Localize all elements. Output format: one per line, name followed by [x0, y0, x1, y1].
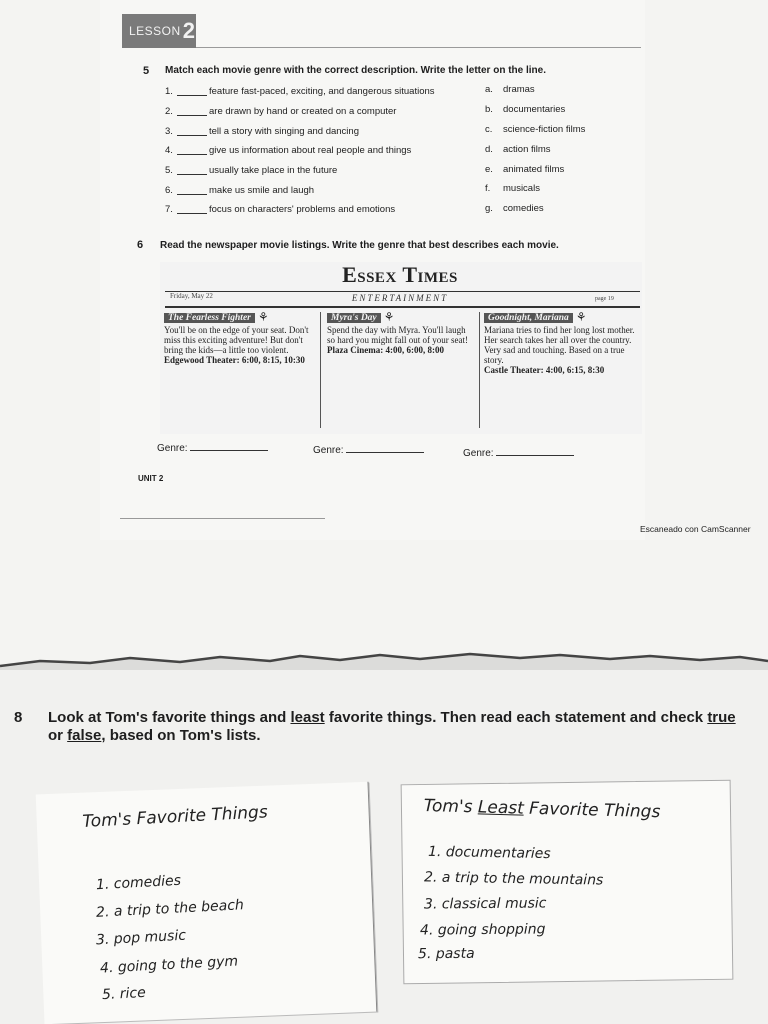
title-text: Tom's: [423, 796, 479, 818]
option-letter: d.: [485, 143, 493, 155]
instruction-text: favorite things. Then read each statement and check: [324, 709, 708, 726]
movie-description: You'll be on the edge of your seat. Don't miss this exciting adventure! But don't bring the kids—a little too violent.: [164, 325, 309, 355]
newspaper-rule: [165, 306, 640, 308]
exercise-6-instruction: Read the newspaper movie listings. Write the genre that best describes each movie.: [160, 240, 559, 251]
genre-answer: [157, 442, 268, 454]
item-text: are drawn by hand or created on a computer: [209, 106, 397, 118]
least-favorite-item: 3. classical music: [423, 895, 547, 913]
genre-blank[interactable]: [190, 442, 268, 451]
item-number: 7.: [165, 204, 173, 216]
item-number: 1.: [165, 86, 173, 98]
newspaper-rule: [165, 291, 640, 292]
newspaper-date: Friday, May 22: [170, 292, 213, 300]
option-text: science-fiction films: [503, 123, 586, 135]
movie-title: Goodnight, Mariana: [484, 313, 573, 323]
genre-label: Genre:: [463, 448, 494, 459]
film-reel-icon: ⚘: [575, 310, 587, 324]
option-text: documentaries: [503, 104, 566, 116]
unit-label: UNIT 2: [138, 474, 164, 483]
genre-option: [485, 139, 635, 159]
match-item: [165, 161, 485, 181]
match-description-list: [165, 82, 485, 220]
genre-label: Genre:: [313, 445, 344, 456]
item-text: give us information about real people and things: [209, 145, 412, 157]
lesson-number: 2: [182, 18, 195, 43]
exercise-6-number: 6: [137, 239, 144, 251]
item-number: 4.: [165, 145, 173, 157]
option-text: animated films: [503, 163, 565, 175]
torn-edge: [0, 652, 768, 670]
answer-blank[interactable]: [177, 186, 207, 195]
title-emphasis: Least: [477, 797, 525, 819]
answer-blank[interactable]: [177, 205, 207, 214]
option-text: action films: [503, 143, 551, 155]
genre-option: [485, 100, 635, 120]
option-letter: f.: [485, 183, 491, 195]
movie-title: Myra's Day: [327, 313, 381, 323]
genre-blank[interactable]: [496, 447, 574, 456]
item-number: 5.: [165, 165, 173, 177]
exercise-8-number: 8: [14, 709, 23, 726]
item-text: focus on characters' problems and emotions: [209, 204, 396, 216]
newspaper-page: page 19: [595, 296, 614, 302]
instruction-emphasis: false: [67, 727, 102, 744]
item-text: usually take place in the future: [209, 165, 338, 177]
column-divider: [479, 312, 480, 428]
option-text: musicals: [503, 183, 540, 195]
title-text: Favorite Things: [523, 798, 661, 823]
film-reel-icon: ⚘: [257, 310, 269, 324]
favorite-item: 3. pop music: [95, 927, 187, 949]
answer-blank[interactable]: [177, 127, 207, 136]
match-item: [165, 82, 485, 102]
scanner-watermark: Escaneado con CamScanner: [640, 524, 751, 534]
instruction-emphasis: least: [290, 709, 325, 726]
movie-description: Spend the day with Myra. You'll laugh so hard you might fall out of your seat!: [327, 325, 468, 345]
least-favorite-item: 2. a trip to the mountains: [423, 869, 604, 889]
item-number: 2.: [165, 106, 173, 118]
movie-showtimes: Plaza Cinema: 4:00, 6:00, 8:00: [327, 345, 444, 355]
favorite-item: 2. a trip to the beach: [95, 897, 245, 921]
item-text: tell a story with singing and dancing: [209, 125, 359, 137]
movie-description: Mariana tries to find her long lost mother. Her search takes her all over the country. Very sad and touching. Based on a true story.: [484, 325, 635, 365]
least-favorite-item: 4. going shopping: [419, 921, 546, 939]
answer-blank[interactable]: [177, 146, 207, 155]
favorite-item: 5. rice: [101, 984, 147, 1004]
favorite-item: 1. comedies: [95, 872, 182, 894]
film-reel-icon: ⚘: [383, 310, 395, 324]
movie-showtimes: Edgewood Theater: 6:00, 8:15, 10:30: [164, 355, 305, 365]
genre-option: [485, 80, 635, 100]
exercise-5-number: 5: [143, 65, 150, 77]
column-divider: [320, 312, 321, 428]
genre-blank[interactable]: [346, 444, 424, 453]
movie-listing: [484, 312, 636, 427]
lesson-word: LESSON: [129, 24, 181, 38]
match-item: [165, 141, 485, 161]
instruction-text: or: [48, 727, 68, 744]
option-letter: c.: [485, 123, 493, 135]
option-letter: e.: [485, 163, 493, 175]
item-number: 3.: [165, 125, 173, 137]
movie-listing: [327, 312, 475, 427]
instruction-text: , based on Tom's lists.: [101, 727, 261, 744]
genre-option: [485, 120, 635, 140]
answer-blank[interactable]: [177, 166, 207, 175]
newspaper-title: Essex Times: [342, 262, 458, 287]
newspaper-section: ENTERTAINMENT: [351, 293, 449, 303]
match-item: [165, 121, 485, 141]
option-text: comedies: [503, 203, 544, 215]
favorite-things-title: Tom's Favorite Things: [82, 802, 269, 832]
lesson-badge: [122, 14, 196, 48]
item-text: make us smile and laugh: [209, 184, 315, 196]
genre-options-list: [485, 80, 635, 219]
genre-answer: [463, 447, 574, 459]
favorite-item: 4. going to the gym: [99, 953, 239, 977]
genre-option: [485, 179, 635, 199]
lesson-rule: [196, 47, 641, 48]
option-letter: g.: [485, 203, 493, 215]
genre-answer: [313, 444, 424, 456]
footer-rule: [120, 518, 325, 519]
instruction-text: Look at Tom's favorite things and: [48, 709, 291, 726]
match-item: [165, 180, 485, 200]
genre-label: Genre:: [157, 443, 188, 454]
least-favorite-item: 1. documentaries: [427, 843, 551, 863]
movie-title: The Fearless Fighter: [164, 313, 255, 323]
match-item: [165, 102, 485, 122]
genre-option: [485, 159, 635, 179]
item-number: 6.: [165, 184, 173, 196]
option-text: dramas: [503, 84, 535, 96]
match-item: [165, 200, 485, 220]
answer-blank[interactable]: [177, 87, 207, 96]
option-letter: b.: [485, 104, 493, 116]
movie-listing: [164, 312, 316, 427]
answer-blank[interactable]: [177, 107, 207, 116]
genre-option: [485, 199, 635, 219]
item-text: feature fast-paced, exciting, and dangerous situations: [209, 86, 435, 98]
movie-showtimes: Castle Theater: 4:00, 6:15, 8:30: [484, 365, 605, 375]
option-letter: a.: [485, 84, 493, 96]
instruction-emphasis: true: [707, 709, 736, 726]
exercise-5-instruction: Match each movie genre with the correct description. Write the letter on the line.: [165, 65, 547, 76]
least-favorite-item: 5. pasta: [417, 945, 475, 963]
exercise-8-instruction: [48, 709, 738, 745]
